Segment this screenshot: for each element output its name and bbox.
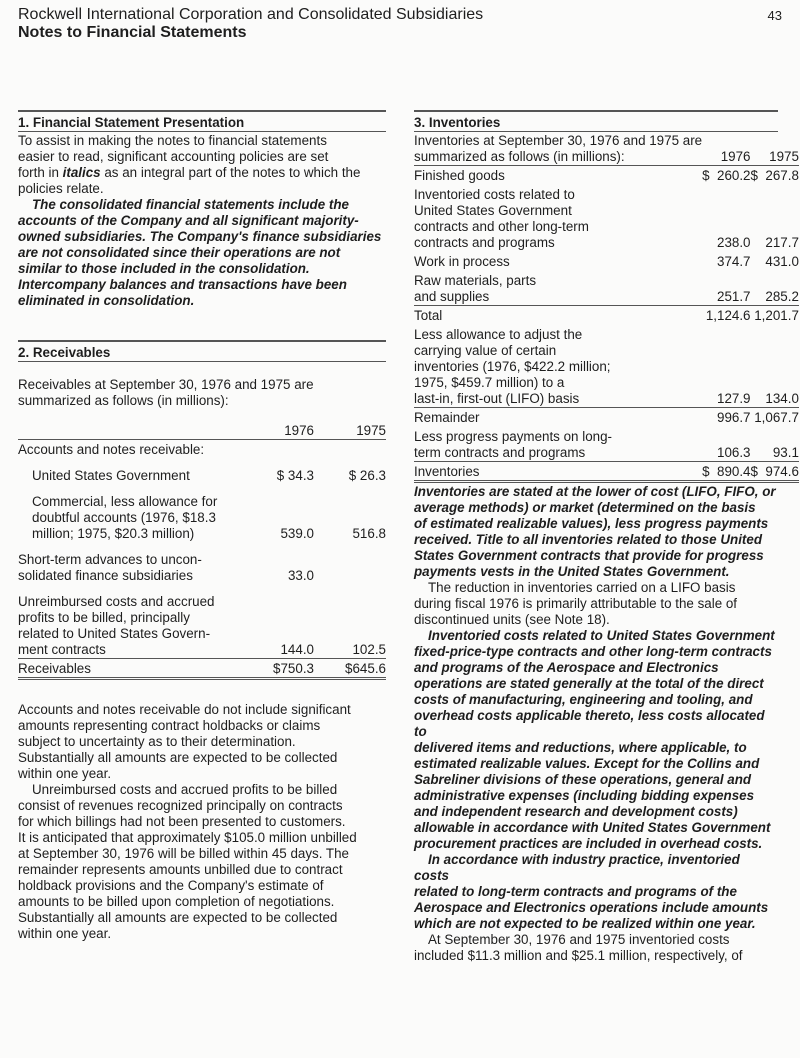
note-3-intro: Inventories at September 30, 1976 and 1975 are summarized as follows (in millions): [414,133,703,164]
table-row [414,184,799,251]
text: To assist in making the notes to financial statements easier to read, significant accounting policies are set forth in [18,133,329,180]
note-2 [18,340,386,942]
table-row [414,426,799,462]
column-header: 1975 [751,133,799,166]
value-1975: 134.0 [751,324,799,408]
value-1975: $ 974.6 [751,462,799,482]
note-3-paragraph-4: In accordance with industry practice, inventoried costs related to long-term contracts and programs of the Aerospace and Electronics operations include amounts which are not expected to be realized within one year. [414,852,769,931]
note-1-paragraph-1 [18,133,386,197]
row-label: Unreimbursed costs and accrued profits to be billed, principally related to United States Govern- ment contracts [18,584,250,659]
row-label: Less progress payments on long- term contracts and programs [414,426,702,462]
note-3-paragraph-1: Inventories are stated at the lower of cost (LIFO, FIFO, or average methods) or market (determined on the basis of estimated realizable values), less progress payments received. Title to all inventories related to those United States Government contracts that provide for progress payments vests in the United States Government. [414,484,776,579]
row-label: Raw materials, parts and supplies [414,270,702,306]
table-row [18,584,386,659]
table-row [414,166,799,185]
row-label: Receivables [18,659,250,679]
table-row [18,440,386,459]
value-1976: 33.0 [287,568,314,583]
value-1975: 1,067.7 [754,410,799,425]
value-1976: $ 34.3 [276,468,314,483]
value-1975: $ 26.3 [348,468,386,483]
value-1976: $ 890.4 [702,462,750,482]
value-1976: $ 260.2 [702,168,751,183]
table-total-row [18,659,386,679]
group-label: Accounts and notes receivable: [18,442,205,457]
column-header: 1976 [702,133,750,166]
table-row [414,408,799,427]
row-label: Total [414,308,443,323]
value-1975: 217.7 [765,235,799,250]
value-1976: 238.0 [717,235,751,250]
row-label: Remainder [414,410,480,425]
value-1976: 1,124.6 [705,308,751,323]
row-label: Inventoried costs related to United States Government contracts and other long-term contracts and programs [414,187,589,250]
row-label: Commercial, less allowance for doubtful accounts (1976, $18.3 million; 1975, $20.3 million) [32,494,218,541]
page-title: Notes to Financial Statements [18,24,247,41]
italic-text: italics [62,165,101,180]
value-1975: $ 267.8 [750,168,799,183]
heading-text: 3. Inventories [414,115,501,130]
note-2-paragraph-1: Accounts and notes receivable do not include significant amounts representing contract holdbacks or claims subject to uncertainty as to their determination. Substantially all amounts are expected to be collected within one year. [18,702,351,781]
row-label: Short-term advances to uncon- solidated finance subsidiaries [18,552,202,583]
value-1975: 285.2 [751,270,799,306]
table-row [414,270,799,306]
value-1976: 539.0 [280,526,314,541]
row-label: Inventories [414,462,702,482]
value-1976: 374.7 [717,254,751,269]
row-label: Less allowance to adjust the carrying value of certain inventories (1976, $422.2 million; 1975, $459.7 million) to a last-in, first-out (LIFO) basis [414,324,702,408]
table-row [414,306,799,325]
value-1976: 996.7 [717,410,751,425]
note-2-paragraph-2: Unreimbursed costs and accrued profits to be billed consist of revenues recognized principally on contracts for which billings had not been presented to customers. It is anticipated that approximately $105.0 million unbilled at September 30, 1976 will be billed within 45 days. The remainder represents amounts unbilled due to contract holdback provisions and the Company's estimate of amounts to be billed upon completion of negotiations. Substantially all amounts are expected to be collected within one year. [18,782,357,941]
note-1-heading [18,110,386,132]
value-1975: 431.0 [765,254,799,269]
value-1975: 516.8 [352,526,386,541]
value-1975: 1,201.7 [754,308,799,323]
row-label: Finished goods [414,168,505,183]
note-3-heading [414,110,778,132]
company-name: Rockwell International Corporation and Consolidated Subsidiaries [18,6,484,23]
note-3 [414,110,799,964]
row-label: United States Government [32,468,190,483]
column-header: 1976 [250,423,314,440]
value-1975: $645.6 [314,659,386,679]
heading-text: 1. Financial Statement Presentation [18,115,245,130]
table-header-row [414,133,799,166]
value-1976: $750.3 [250,659,314,679]
value-1976: 144.0 [250,584,314,659]
page-number: 43 [767,8,782,23]
value-1975 [314,542,386,584]
note-2-intro: Receivables at September 30, 1976 and 1975 are summarized as follows (in millions): [18,377,314,408]
note-1-paragraph-2: The consolidated financial statements include the accounts of the Company and all significant majority- owned subsidiaries. The Company's finance subsidiaries are not consolidated since their operations are not similar to those included in the consolidation. Intercompany balances and transactions have been eliminated in consolidation. [18,197,382,308]
value-1976: 106.3 [702,426,750,462]
table-row [414,324,799,408]
table-row [18,458,386,484]
inventories-table [414,133,799,483]
note-3-paragraph-2: The reduction in inventories carried on a LIFO basis during fiscal 1976 is primarily attributable to the sale of discontinued units (see Note 18). [414,580,738,627]
table-row [18,542,386,584]
table-row [18,484,386,542]
note-3-paragraph-3: Inventoried costs related to United States Government fixed-price-type contracts and other long-term contracts and programs of the Aerospace and Electronics operations are stated generally at the total of the direct costs of manufacturing, engineering and tooling, and overhead costs applicable thereto, less costs allocated to delivered items and reductions, where applicable, to estimated realizable values. Except for the Collins and Sabreliner divisions of these operations, general and administrative expenses (including bidding expenses and independent research and development costs) allowable in accordance with United States Government procurement practices are included in overhead costs. [414,628,775,851]
note-1 [18,110,386,309]
receivables-table [18,423,386,680]
value-1976: 251.7 [702,270,750,306]
table-total-row [414,462,799,482]
heading-text: 2. Receivables [18,345,111,360]
note-3-paragraph-5: At September 30, 1976 and 1975 inventoried costs included $11.3 million and $25.1 million, respectively, of [414,932,743,963]
column-header: 1975 [314,423,386,440]
value-1975: 93.1 [751,426,799,462]
value-1975: 102.5 [314,584,386,659]
table-row [414,251,799,270]
table-header-row [18,423,386,440]
note-2-heading [18,340,386,362]
value-1976: 127.9 [702,324,750,408]
text: as an integral part of the notes to which the policies relate. [18,165,361,196]
row-label: Work in process [414,254,510,269]
